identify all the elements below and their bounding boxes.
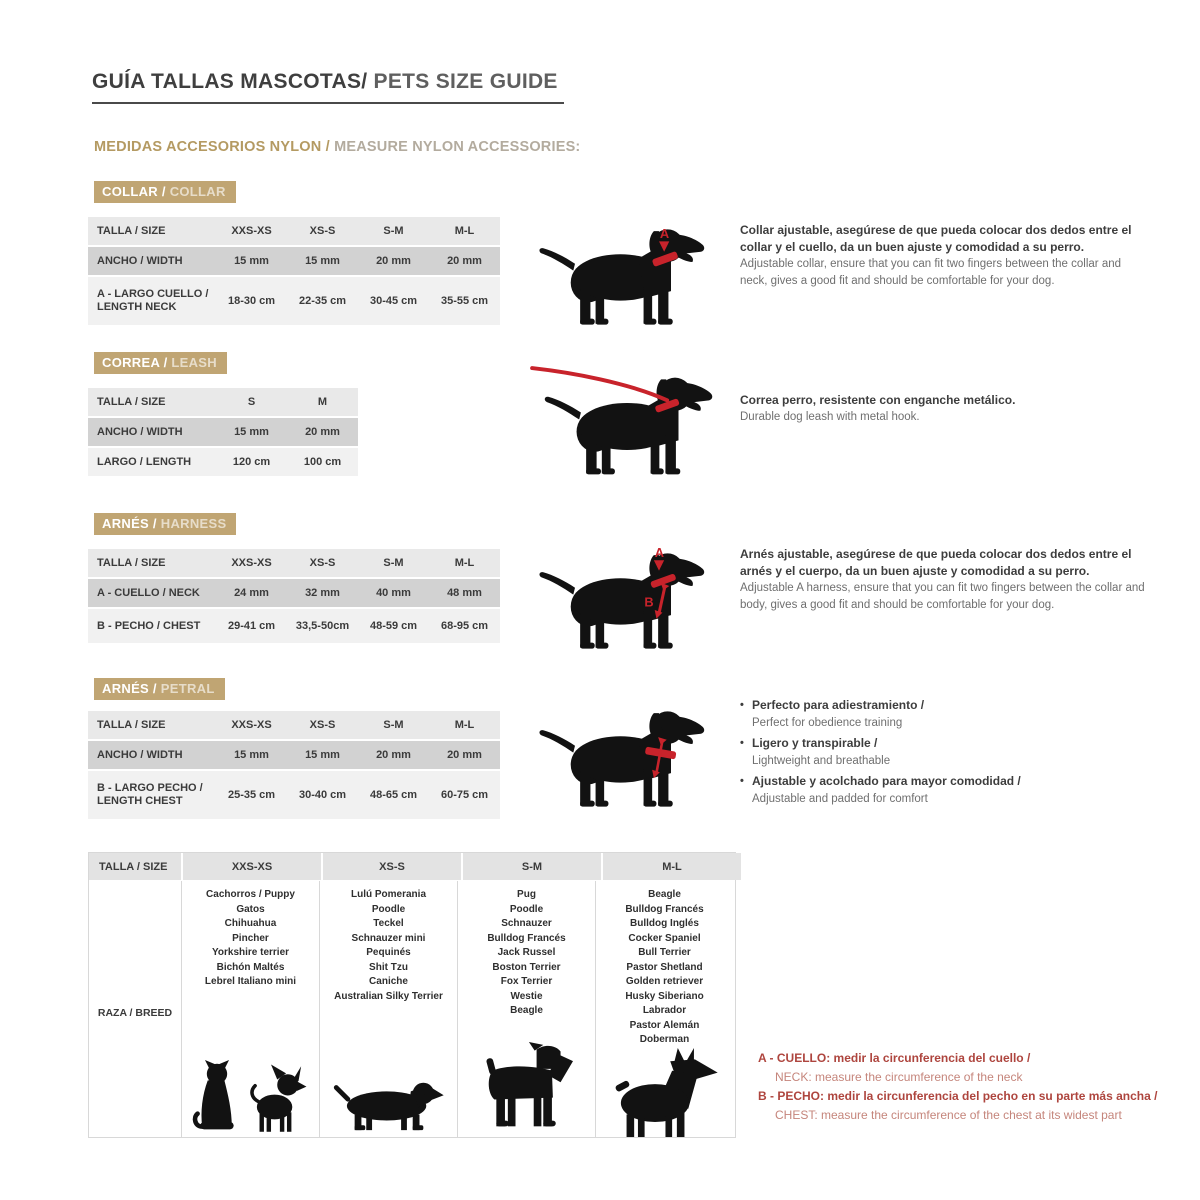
table-cell: XS-S — [323, 853, 461, 880]
breed-item: Bulldog Inglés — [630, 918, 699, 929]
breed-item: Cocker Spaniel — [628, 932, 701, 944]
table-cell: XXS-XS — [231, 718, 272, 731]
breed-item: Gatos — [236, 903, 265, 915]
table-cell: XS-S — [309, 556, 336, 569]
dog-leash-illustration — [528, 362, 714, 484]
breed-item: Lebrel Italiano mini — [204, 976, 297, 987]
table-cell: M — [317, 395, 328, 408]
table-cell: 15 mm — [234, 425, 269, 438]
harness-section-badge — [94, 513, 236, 535]
breed-item: Doberman — [639, 1034, 690, 1045]
table-cell: 48-59 cm — [369, 619, 418, 632]
table-cell: 60-75 cm — [440, 788, 489, 801]
breed-item: Westie — [510, 990, 543, 1002]
table-cell: 25-35 cm — [227, 788, 276, 801]
leash-description-en: Durable dog leash with metal hook. — [740, 411, 920, 423]
table-cell: S-M — [383, 224, 404, 237]
silhouette-row — [477, 1042, 577, 1134]
petral-bullet-en: Lightweight and breathable — [752, 755, 891, 767]
table-cell: ANCHO / WIDTH — [97, 748, 183, 761]
table-cell: B - PECHO / CHEST — [97, 619, 201, 632]
leash-size-table — [88, 388, 358, 476]
table-cell: 20 mm — [376, 748, 411, 761]
table-row — [88, 277, 500, 325]
table-cell: 33,5-50cm — [295, 619, 350, 632]
breed-item: Pastor Shetland — [626, 961, 703, 973]
breed-column-m-l — [595, 881, 733, 1137]
breed-list — [205, 888, 296, 990]
measurement-notes — [758, 1049, 1178, 1125]
cat-icon — [192, 1060, 242, 1134]
breed-item: Pug — [517, 889, 536, 900]
breed-item: Schnauzer — [501, 918, 552, 929]
page-title — [92, 70, 564, 104]
table-row — [88, 549, 500, 577]
table-cell: 68-95 cm — [440, 619, 489, 632]
table-cell: 48 mm — [447, 586, 482, 599]
table-cell: ANCHO / WIDTH — [97, 425, 183, 438]
table-cell: 22-35 cm — [298, 294, 347, 307]
breed-list — [625, 888, 703, 1048]
breed-item: Poodle — [509, 903, 544, 915]
table-row — [88, 771, 500, 819]
table-cell: M-L — [454, 224, 475, 237]
dog-collar-illustration — [535, 214, 711, 334]
table-cell: S-M — [383, 718, 404, 731]
petral-feature-list — [740, 696, 1152, 810]
leash-section-badge — [94, 352, 227, 374]
leash-description-es: Correa perro, resistente con enganche metálico. — [740, 393, 1016, 407]
breed-item: Bulldog Francés — [625, 903, 704, 915]
table-row — [88, 217, 500, 245]
table-cell: TALLA / SIZE — [89, 853, 181, 880]
breed-item: Beagle — [648, 889, 681, 900]
table-cell: ANCHO / WIDTH — [97, 254, 183, 267]
breed-item: Bulldog Francés — [487, 932, 566, 944]
breed-item: Golden retriever — [625, 976, 704, 987]
table-cell: 120 cm — [232, 455, 271, 468]
breed-item: Beagle — [510, 1005, 543, 1016]
table-cell: XXS-XS — [231, 224, 272, 237]
table-cell: 48-65 cm — [369, 788, 418, 801]
breed-column-xs-s — [319, 881, 457, 1137]
collar-description — [740, 222, 1150, 290]
harness-description — [740, 546, 1150, 614]
page-subtitle-es: MEDIDAS ACCESORIOS NYLON / — [94, 139, 335, 155]
collar-marker-label: A — [659, 226, 670, 241]
collar-badge-es: COLLAR / — [102, 184, 166, 199]
breed-item: Poodle — [371, 903, 406, 915]
note-chest-en: CHEST: measure the circumference of the chest at its widest part — [775, 1108, 1122, 1122]
page-subtitle — [94, 139, 580, 155]
table-cell: M-L — [454, 718, 475, 731]
table-row — [88, 609, 500, 643]
breed-item: Fox Terrier — [500, 976, 553, 987]
table-cell: 15 mm — [305, 748, 340, 761]
table-cell: XXS-XS — [183, 853, 321, 880]
breed-item: Husky Siberiano — [625, 990, 704, 1002]
petral-size-table — [88, 711, 500, 819]
leash-badge-es: CORREA / — [102, 355, 168, 370]
breed-item: Schnauzer mini — [351, 932, 426, 944]
table-cell: XS-S — [309, 718, 336, 731]
table-cell: LARGO / LENGTH — [97, 455, 192, 468]
breed-table-header — [89, 853, 735, 880]
collar-section-badge — [94, 181, 236, 203]
table-cell: 15 mm — [305, 254, 340, 267]
breed-item: Pastor Alemán — [629, 1019, 700, 1031]
breed-item: Bull Terrier — [638, 947, 691, 958]
breed-item: Lulú Pomerania — [350, 889, 426, 900]
table-row — [88, 711, 500, 739]
breed-list — [487, 888, 565, 1019]
table-cell: 30-45 cm — [369, 294, 418, 307]
petral-section-badge — [94, 678, 225, 700]
schnauzer-icon — [477, 1042, 577, 1134]
table-cell: 20 mm — [447, 748, 482, 761]
breed-item: Boston Terrier — [492, 961, 561, 973]
table-cell: S-M — [383, 556, 404, 569]
table-row — [88, 579, 500, 607]
breed-item: Pincher — [232, 932, 269, 944]
table-cell: XS-S — [309, 224, 336, 237]
breed-list — [334, 888, 443, 1004]
petral-badge-es: ARNÉS / — [102, 681, 157, 696]
table-cell: TALLA / SIZE — [97, 395, 166, 408]
doberman-icon — [603, 1048, 727, 1138]
table-cell: S-M — [463, 853, 601, 880]
note-neck-es: A - CUELLO: medir la circunferencia del cuello / — [758, 1051, 1031, 1065]
breed-item: Cachorros / Puppy — [206, 889, 295, 900]
table-cell: B - LARGO PECHO / LENGTH CHEST — [97, 782, 203, 807]
petral-bullet-es: • Ligero y transpirable / — [740, 734, 1152, 752]
table-cell: S — [247, 395, 256, 408]
table-cell: 32 mm — [305, 586, 340, 599]
harness-marker-b-label: B — [644, 594, 654, 610]
note-neck-en: NECK: measure the circumference of the neck — [775, 1070, 1023, 1084]
table-cell: 20 mm — [376, 254, 411, 267]
collar-size-table — [88, 217, 500, 325]
harness-marker-a-label: A — [654, 544, 664, 560]
page-title-es: GUÍA TALLAS MASCOTAS/ — [92, 70, 368, 93]
petral-bullet-en: Perfect for obedience training — [752, 717, 903, 729]
table-cell: A - CUELLO / NECK — [97, 586, 200, 599]
breed-row-label: RAZA / BREED — [97, 1006, 173, 1019]
dog-harness-illustration — [535, 538, 711, 658]
page-title-en: PETS SIZE GUIDE — [367, 70, 558, 93]
breed-column-s-m — [457, 881, 595, 1137]
table-cell: 24 mm — [234, 586, 269, 599]
table-cell: 40 mm — [376, 586, 411, 599]
leash-description — [740, 392, 1150, 426]
harness-description-en: Adjustable A harness, ensure that you can fit two fingers between the collar and body, gives a good fit and should be comfortable for your dog. — [740, 582, 1145, 611]
page-subtitle-en: MEASURE NYLON ACCESSORIES: — [334, 139, 581, 155]
breed-table-body — [89, 881, 735, 1137]
breed-item: Chihuahua — [224, 918, 277, 929]
breed-item: Caniche — [369, 976, 408, 987]
breed-column-xxs-xs — [181, 881, 319, 1137]
note-chest-es: B - PECHO: medir la circunferencia del pecho en su parte más ancha / — [758, 1089, 1158, 1103]
table-cell: 20 mm — [305, 425, 340, 438]
breed-item: Teckel — [373, 918, 404, 929]
breed-item: Labrador — [642, 1005, 687, 1016]
table-cell: 29-41 cm — [227, 619, 276, 632]
table-cell: 30-40 cm — [298, 788, 347, 801]
table-row — [88, 247, 500, 275]
breed-table — [88, 852, 736, 1138]
harness-size-table — [88, 549, 500, 643]
collar-badge-en: COLLAR — [165, 184, 226, 199]
harness-badge-en: HARNESS — [156, 516, 227, 531]
silhouette-row — [603, 1048, 727, 1138]
table-cell: M-L — [454, 556, 475, 569]
table-cell: 18-30 cm — [227, 294, 276, 307]
breed-item: Pequinés — [366, 947, 411, 958]
petral-bullet-en: Adjustable and padded for comfort — [752, 793, 928, 805]
table-cell: 100 cm — [303, 455, 342, 468]
petral-badge-en: PETRAL — [156, 681, 215, 696]
table-cell: 20 mm — [447, 254, 482, 267]
table-row — [88, 448, 358, 476]
table-cell: A - LARGO CUELLO / LENGTH NECK — [97, 288, 209, 313]
table-cell: TALLA / SIZE — [97, 718, 166, 731]
table-cell: 35-55 cm — [440, 294, 489, 307]
dog-petral-illustration — [535, 696, 711, 816]
breed-item: Shit Tzu — [369, 961, 408, 973]
collar-description-es: Collar ajustable, asegúrese de que pueda colocar dos dedos entre el collar y el cuello, da un buen ajuste y comodidad a su perro. — [740, 223, 1132, 254]
chihuahua-icon — [248, 1064, 310, 1134]
harness-badge-es: ARNÉS / — [102, 516, 157, 531]
table-cell: 15 mm — [234, 748, 269, 761]
table-cell: TALLA / SIZE — [97, 556, 166, 569]
table-row — [88, 741, 500, 769]
table-cell: XXS-XS — [231, 556, 272, 569]
leash-badge-en: LEASH — [167, 355, 217, 370]
table-cell: M-L — [603, 853, 741, 880]
dachshund-icon — [333, 1074, 445, 1134]
table-cell: 15 mm — [234, 254, 269, 267]
breed-item: Yorkshire terrier — [211, 947, 290, 958]
petral-bullet-es: • Ajustable y acolchado para mayor comodidad / — [740, 772, 1152, 790]
breed-item: Australian Silky Terrier — [334, 990, 443, 1002]
silhouette-row — [192, 1060, 310, 1134]
silhouette-row — [333, 1074, 445, 1134]
breed-item: Jack Russel — [497, 947, 556, 958]
table-row — [88, 388, 358, 416]
table-row — [88, 418, 358, 446]
collar-description-en: Adjustable collar, ensure that you can fit two fingers between the collar and neck, gives a good fit and should be comfortable for your dog. — [740, 258, 1122, 287]
breed-item: Bichón Maltés — [216, 961, 285, 973]
harness-description-es: Arnés ajustable, asegúrese de que pueda colocar dos dedos entre el arnés y el cuerpo, da un buen ajuste y comodidad a su perro. — [740, 547, 1132, 578]
breed-row-label-cell — [89, 881, 181, 1137]
table-cell: TALLA / SIZE — [97, 224, 166, 237]
petral-bullet-es: • Perfecto para adiestramiento / — [740, 696, 1152, 714]
